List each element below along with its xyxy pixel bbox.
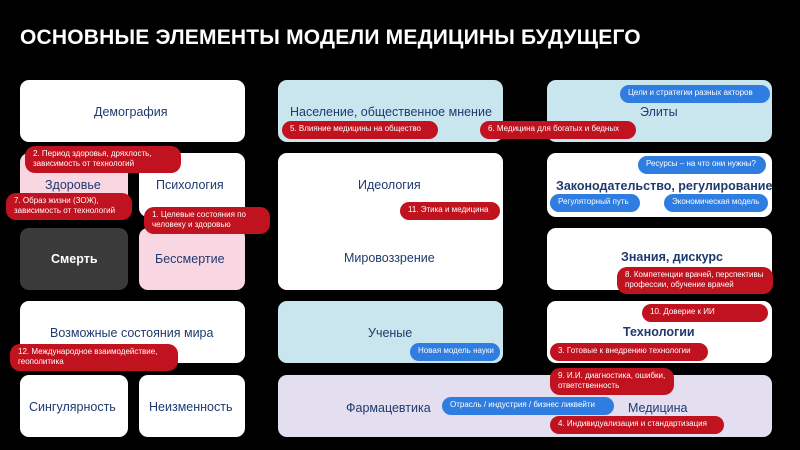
card-demography[interactable] xyxy=(20,80,245,142)
tag-regulatory-path: Регуляторный путь xyxy=(550,194,640,212)
card-technologies-label: Технологии xyxy=(623,325,695,339)
card-immortality[interactable] xyxy=(139,228,245,290)
tag-elites-goals: Цели и стратегии разных акторов xyxy=(620,85,770,103)
tag-1-target-states: 1. Целевые состояния по человеку и здоровью xyxy=(144,207,270,234)
card-immutability-label: Неизменность xyxy=(149,400,233,414)
tag-2-health-period: 2. Период здоровья, дряхлость, зависимость от технологий xyxy=(25,146,181,173)
tag-new-science-model: Новая модель науки xyxy=(410,343,500,361)
tag-5-medicine-influence: 5. Влияние медицины на общество xyxy=(282,121,438,139)
tag-9-ai-diagnostics: 9. И.И. диагностика, ошибки, ответственность xyxy=(550,368,674,395)
card-ideology-label: Идеология xyxy=(358,178,421,192)
card-legislation-label: Законодательство, регулирование xyxy=(556,179,773,193)
card-immutability[interactable] xyxy=(139,375,245,437)
card-world-states-label: Возможные состояния мира xyxy=(50,326,214,340)
card-health-label: Здоровье xyxy=(45,178,101,192)
card-worldview-label: Мировоззрение xyxy=(344,251,435,265)
tag-resources: Ресурсы – на что они нужны? xyxy=(638,156,766,174)
card-immortality-label: Бессмертие xyxy=(155,252,225,266)
card-death-label: Смерть xyxy=(51,252,98,266)
tag-8-competencies: 8. Компетенции врачей, перспективы профессии, обучение врачей xyxy=(617,267,773,294)
tag-10-trust-ai: 10. Доверие к ИИ xyxy=(642,304,768,322)
tag-6-rich-poor: 6. Медицина для богатых и бедных xyxy=(480,121,636,139)
card-singularity[interactable] xyxy=(20,375,128,437)
card-knowledge-label: Знания, дискурс xyxy=(621,250,724,264)
tag-economic-model: Экономическая модель xyxy=(664,194,768,212)
page-title: ОСНОВНЫЕ ЭЛЕМЕНТЫ МОДЕЛИ МЕДИЦИНЫ БУДУЩЕГО xyxy=(20,26,641,49)
card-demography-label: Демография xyxy=(94,105,168,119)
card-psychology-label: Психология xyxy=(156,178,224,192)
tag-3-ready-tech: 3. Готовые к внедрению технологии xyxy=(550,343,708,361)
card-death[interactable] xyxy=(20,228,128,290)
card-elites-label: Элиты xyxy=(640,105,678,119)
card-scientists-label: Ученые xyxy=(368,326,413,340)
tag-12-international: 12. Международное взаимодействие, геополитика xyxy=(10,344,178,371)
card-medicine-label: Медицина xyxy=(628,401,688,415)
tag-7-lifestyle: 7. Образ жизни (ЗОЖ), зависимость от технологий xyxy=(6,193,132,220)
tag-11-ethics: 11. Этика и медицина xyxy=(400,202,500,220)
card-pharma-label: Фармацевтика xyxy=(346,401,431,415)
card-singularity-label: Сингулярность xyxy=(29,400,116,414)
tag-industry: Отрасль / индустрия / бизнес ликвейти xyxy=(442,397,614,415)
card-ideology-worldview[interactable] xyxy=(278,153,503,290)
card-population-label: Население, общественное мнение xyxy=(290,105,492,119)
tag-4-individualization: 4. Индивидуализация и стандартизация xyxy=(550,416,724,434)
